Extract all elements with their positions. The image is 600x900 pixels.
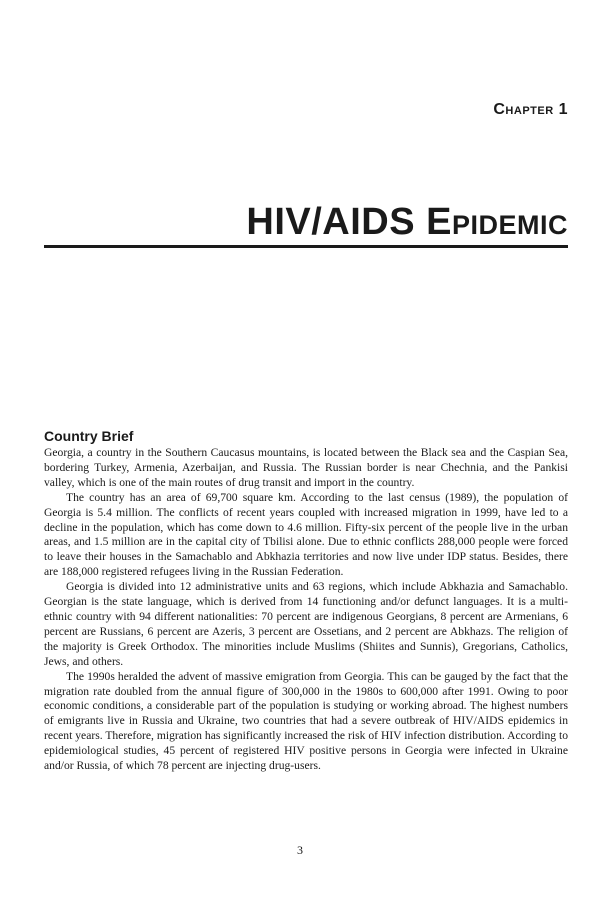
section-heading: Country Brief xyxy=(44,428,134,444)
page-number: 3 xyxy=(297,843,303,857)
title-rule xyxy=(44,245,568,248)
paragraph: Georgia is divided into 12 administrative units and 63 regions, which include Abkhazia and Samachablo. Georgian is the state language, which is derived from 14 functioning and/or defunct languages. It is a multi-ethnic country with 94 different nationalities: 70 percent are indigenous Georgians, 8 percent are Armenians, 6 percent are Russians, 6 percent are Azeris, 3 percent are Ossetians, and 2 percent are Abkhazs. The religion of the majority is Greek Orthodox. The minorities include Muslims (Shiites and Sunnis), Gregorians, Catholics, Jews, and others. xyxy=(44,580,568,668)
chapter-title: HIV/AIDS Epidemic xyxy=(246,201,568,243)
paragraph: The country has an area of 69,700 square km. According to the last census (1989), the population of Georgia is 5.4 million. The conflicts of recent years coupled with increased migration in 1999, have led to a decline in the population, which has come down to 4.6 million. Fifty-six percent of the people live in the urban areas, and 1.5 million are in the capital city of Tbilisi alone. Due to ethnic conflicts 288,000 people were forced to leave their houses in the Samachablo and Abkhazia territories and now live under IDP status. Besides, there are 188,000 registered refugees living in the Russian Federation. xyxy=(44,490,568,579)
paragraph: Georgia, a country in the Southern Caucasus mountains, is located between the Black sea and the Caspian Sea, bordering Turkey, Armenia, Azerbaijan, and Russia. The Russian border is near Chechnia, and the Pankisi valley, which is one of the main routes of drug transit and import in the country. xyxy=(44,446,568,489)
paragraph: The 1990s heralded the advent of massive emigration from Georgia. This can be gauged by the fact that the migration rate doubled from the annual figure of 300,000 in the 1980s to 600,000 after 1991. Owing to poor economic conditions, a considerable part of the population is studying or working abroad. The highest numbers of emigrants live in Russia and Ukraine, two countries that had a severe outbreak of HIV/AIDS epidemics in recent years. Therefore, migration has significantly increased the risk of HIV infection distribution. According to epidemiological studies, 45 percent of registered HIV positive persons in Georgia were infected in Ukraine and/or Russia, of which 78 percent are injecting drug-users. xyxy=(44,669,568,773)
chapter-label: Chapter 1 xyxy=(493,101,568,118)
body-text xyxy=(44,446,568,774)
